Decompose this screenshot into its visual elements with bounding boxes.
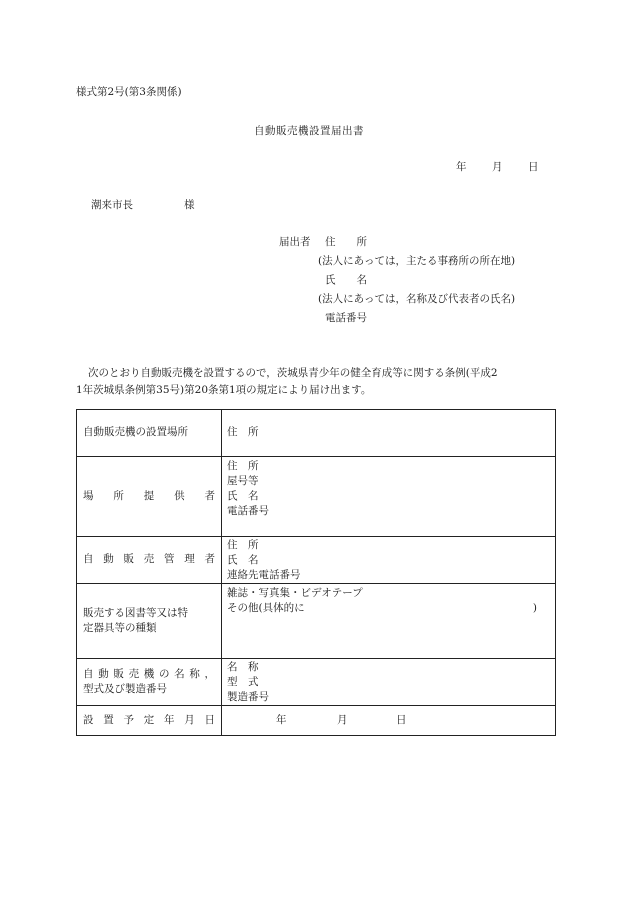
label-char: 理 — [184, 553, 195, 566]
applicant-name-note: (法人にあっては，名称及び代表者の氏名) — [318, 293, 516, 305]
date-day-label: 日 — [528, 161, 539, 173]
label-char: の — [158, 667, 170, 680]
provider-name-label: 氏 名 — [227, 490, 259, 502]
label-char: 売 — [128, 667, 140, 680]
label-char: 者 — [204, 489, 215, 502]
planned-date-field[interactable] — [222, 706, 556, 736]
machine-fields[interactable] — [222, 659, 556, 706]
body-text-line-2: 1年茨城県条例第35号)第20条第1項の規定により届け出ます。 — [76, 384, 372, 396]
label-char: 所 — [113, 489, 124, 502]
goods-type-fields[interactable] — [222, 584, 556, 659]
label-char: 自 — [83, 553, 94, 566]
label-char: 機 — [143, 667, 155, 680]
manager-fields[interactable] — [222, 537, 556, 584]
provider-fields[interactable] — [222, 457, 556, 537]
label-char: 自 — [83, 667, 94, 680]
label-char: 者 — [204, 553, 215, 566]
label-location-provider — [77, 457, 222, 537]
applicant-name-label: 氏 名 — [325, 274, 367, 286]
addressee-honorific: 様 — [184, 199, 195, 211]
label-installation-location: 自動販売機の設置場所 — [77, 410, 222, 457]
body-text-line-1: 次のとおり自動販売機を設置するので，茨城県青少年の健全育成等に関する条例(平成2 — [88, 367, 498, 379]
label-char: 年 — [164, 713, 175, 726]
label-char: 提 — [143, 489, 155, 502]
date-month-label: 月 — [492, 161, 503, 173]
label-char: 設 — [83, 713, 94, 726]
applicant-address-label: 住 所 — [325, 236, 367, 248]
manager-name-label: 氏 名 — [227, 554, 259, 566]
planned-month-label: 月 — [337, 714, 348, 726]
table-row — [77, 659, 556, 706]
table-row — [77, 410, 556, 457]
label-char: 売 — [143, 553, 155, 566]
body-paragraph — [76, 365, 556, 399]
label-char: 供 — [174, 489, 185, 502]
applicant-phone-label: 電話番号 — [325, 312, 367, 324]
label-char: 置 — [103, 713, 114, 726]
installation-address-field[interactable] — [222, 410, 556, 457]
table-row — [77, 584, 556, 659]
label-char: 管 — [164, 553, 175, 566]
addressee-name: 潮来市長 — [91, 199, 133, 211]
label-goods-type-line-1: 販売する図書等又は特 — [83, 606, 188, 619]
label-char: 日 — [204, 713, 215, 726]
label-machine-name-model — [77, 659, 222, 706]
installation-address-label: 住 所 — [227, 426, 259, 439]
label-char: 動 — [103, 553, 114, 566]
label-char: 称 — [189, 667, 200, 680]
table-row — [77, 537, 556, 584]
planned-day-label: 日 — [396, 714, 407, 726]
label-planned-date — [77, 706, 222, 736]
goods-option-other: その他(具体的に — [227, 602, 305, 614]
applicant-address-note: (法人にあっては，主たる事務所の所在地) — [318, 255, 516, 267]
table-row — [77, 457, 556, 537]
table-row — [77, 706, 556, 736]
provider-address-label: 住 所 — [227, 460, 259, 472]
label-goods-type-line-2: 定器具等の種類 — [83, 622, 157, 634]
label-char: ， — [204, 667, 215, 680]
label-char: 定 — [143, 713, 155, 726]
document-title: 自動販売機設置届出書 — [254, 125, 364, 137]
goods-option-other-close: ) — [532, 602, 537, 614]
label-char: 販 — [123, 553, 134, 566]
label-char: 場 — [83, 489, 94, 502]
machine-model-label: 型 式 — [227, 676, 259, 688]
label-machine-line-2: 型式及び製造番号 — [83, 683, 167, 695]
manager-contact-phone-label: 連絡先電話番号 — [227, 569, 301, 581]
provider-phone-label: 電話番号 — [227, 505, 269, 517]
form-number: 様式第2号(第3条関係) — [76, 86, 182, 98]
applicant-label: 届出者 — [279, 236, 311, 248]
application-table — [76, 409, 556, 736]
manager-address-label: 住 所 — [227, 539, 259, 551]
label-char: 名 — [174, 667, 185, 680]
label-char: 月 — [184, 713, 195, 726]
goods-option-magazines: 雑誌・写真集・ビデオテープ — [227, 587, 363, 599]
provider-shop-name-label: 屋号等 — [227, 475, 259, 487]
machine-name-label: 名 称 — [227, 661, 259, 673]
label-vending-manager — [77, 537, 222, 584]
date-year-label: 年 — [456, 161, 467, 173]
label-goods-type — [77, 584, 222, 659]
label-char: 動 — [98, 667, 109, 680]
label-char: 販 — [113, 667, 124, 680]
machine-serial-label: 製造番号 — [227, 691, 269, 703]
label-char: 予 — [123, 713, 134, 726]
planned-year-label: 年 — [276, 714, 287, 726]
